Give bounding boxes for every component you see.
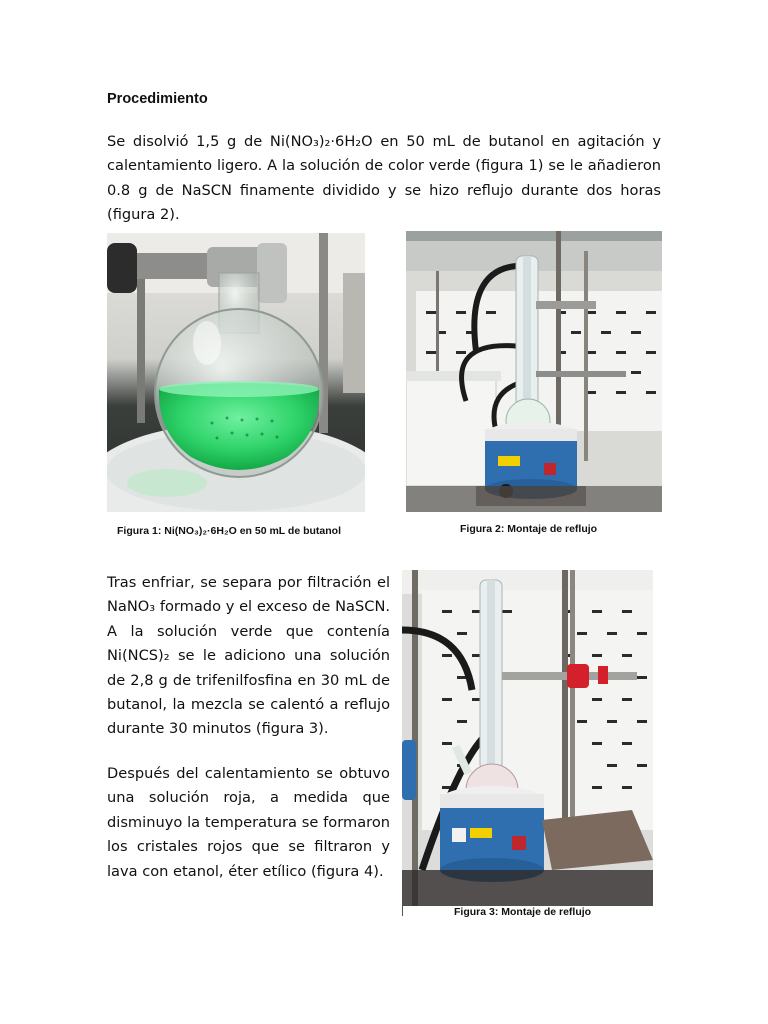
paragraph-procedure-3: Después del calentamiento se obtuvo una solución roja, a medida que disminuyo la temperatura se formaron los cristales rojos que se filtraron y lava con etanol, éter etílico (figura 4). <box>107 765 390 880</box>
caption-tick-mark <box>402 906 403 916</box>
section-heading: Procedimiento <box>107 91 208 107</box>
figure-1-caption: Figura 1: Ni(NO₃)₂·6H₂O en 50 mL de butanol <box>117 525 342 537</box>
flask-green-image <box>107 233 365 512</box>
figure-2-photo <box>406 231 662 512</box>
paragraph-procedure-1: Se disolvió 1,5 g de Ni(NO₃)₂·6H₂O en 50 mL de butanol en agitación y calentamiento ligero. A la solución de color verde (figura 1) se le añadieron 0.8 g de NaSCN finamente dividido y se hizo reflujo durante dos horas (figura 2). <box>107 133 661 224</box>
figure-2-caption: Figura 2: Montaje de reflujo <box>460 523 598 535</box>
figure-1-photo <box>107 233 365 512</box>
figure-3-photo <box>402 570 653 906</box>
paragraph-procedure-2: Tras enfriar, se separa por filtración el NaNO₃ formado y el exceso de NaSCN. A la solución verde que contenía Ni(NCS)₂ se le adiciono una solución de 2,8 g de trifenilfosfina en 30 mL de butanol, la mezcla se calentó a reflujo durante 30 minutos (figura 3). <box>107 574 390 738</box>
reflux-red-image <box>402 570 653 906</box>
reflux-setup-image <box>406 231 662 512</box>
figure-3-caption: Figura 3: Montaje de reflujo <box>454 906 592 918</box>
